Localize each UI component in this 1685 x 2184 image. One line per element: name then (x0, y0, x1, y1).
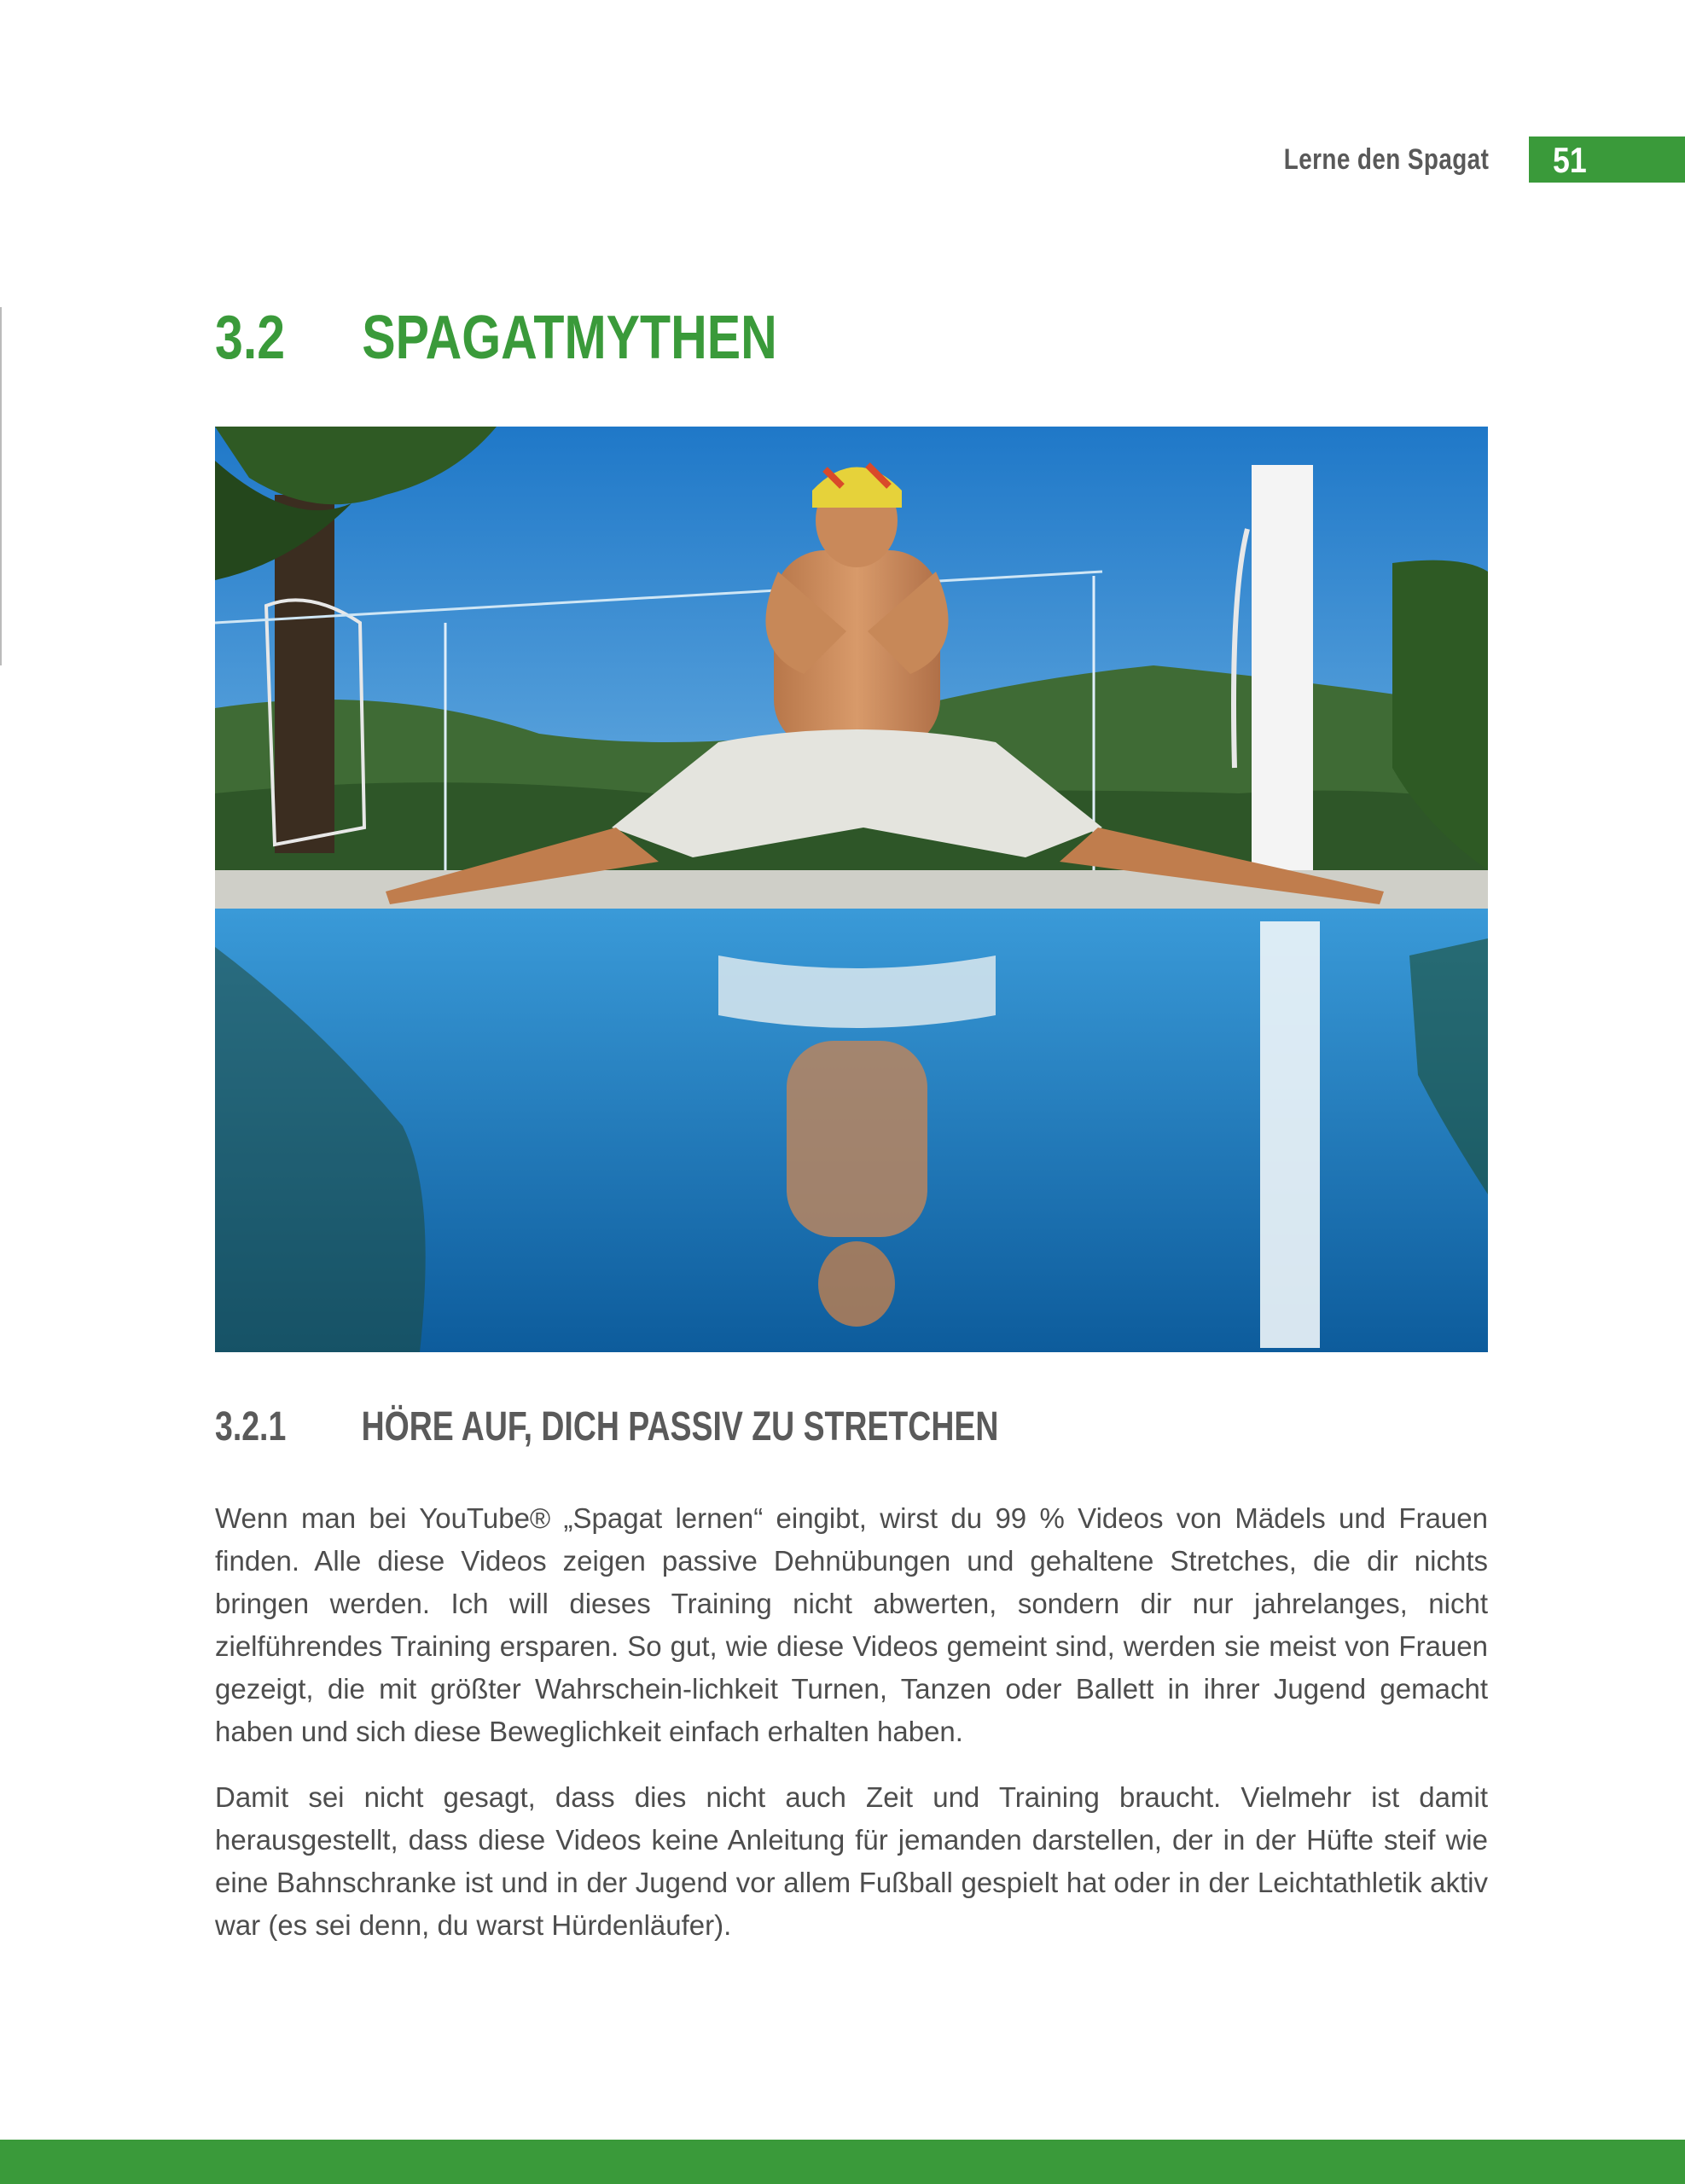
footer-bar (0, 2140, 1685, 2184)
paragraph-2: Damit sei nicht gesagt, dass dies nicht auch Zeit und Training braucht. Vielmehr ist damit herausgestellt, dass diese Videos keine Anleitung für jemanden darstellen, der in der Hüfte steif wie eine Bahnschranke ist und in der Jugend vor allem Fußball gespielt hat oder in der Leichtathletik aktiv war (es sei denn, du warst Hürdenläufer). (215, 1781, 1488, 1941)
paragraph-1: Wenn man bei YouTube® „Spagat lernen“ eingibt, wirst du 99 % Videos von Mädels und Frauen finden. Alle diese Videos zeigen passive Dehnübungen und gehaltene Stretches, die dir nichts bringen werden. Ich will dieses Training nicht abwerten, sondern dir nur jahrelanges, nicht zielführendes Training ersparen. So gut, wie diese Videos gemeint sind, werden sie meist von Frauen gezeigt, die mit größter Wahrschein-lichkeit Turnen, Tanzen oder Ballett in ihrer Jugend gemacht haben und sich diese Beweglichkeit einfach erhalten haben. (215, 1502, 1488, 1747)
subsection-number: 3.2.1 (215, 1404, 287, 1449)
page-number-box (1529, 136, 1685, 183)
section-heading (215, 303, 777, 373)
page-number: 51 (1553, 140, 1587, 180)
subsection-title: HÖRE AUF, DICH PASSIV ZU STRETCHEN (361, 1404, 999, 1449)
section-number: 3.2 (215, 304, 286, 372)
margin-rule (0, 307, 2, 665)
subsection-heading (215, 1403, 998, 1450)
section-title: SPAGATMYTHEN (362, 304, 777, 372)
running-title: Lerne den Spagat (1283, 143, 1489, 176)
photo-split-by-pool (215, 427, 1488, 1352)
